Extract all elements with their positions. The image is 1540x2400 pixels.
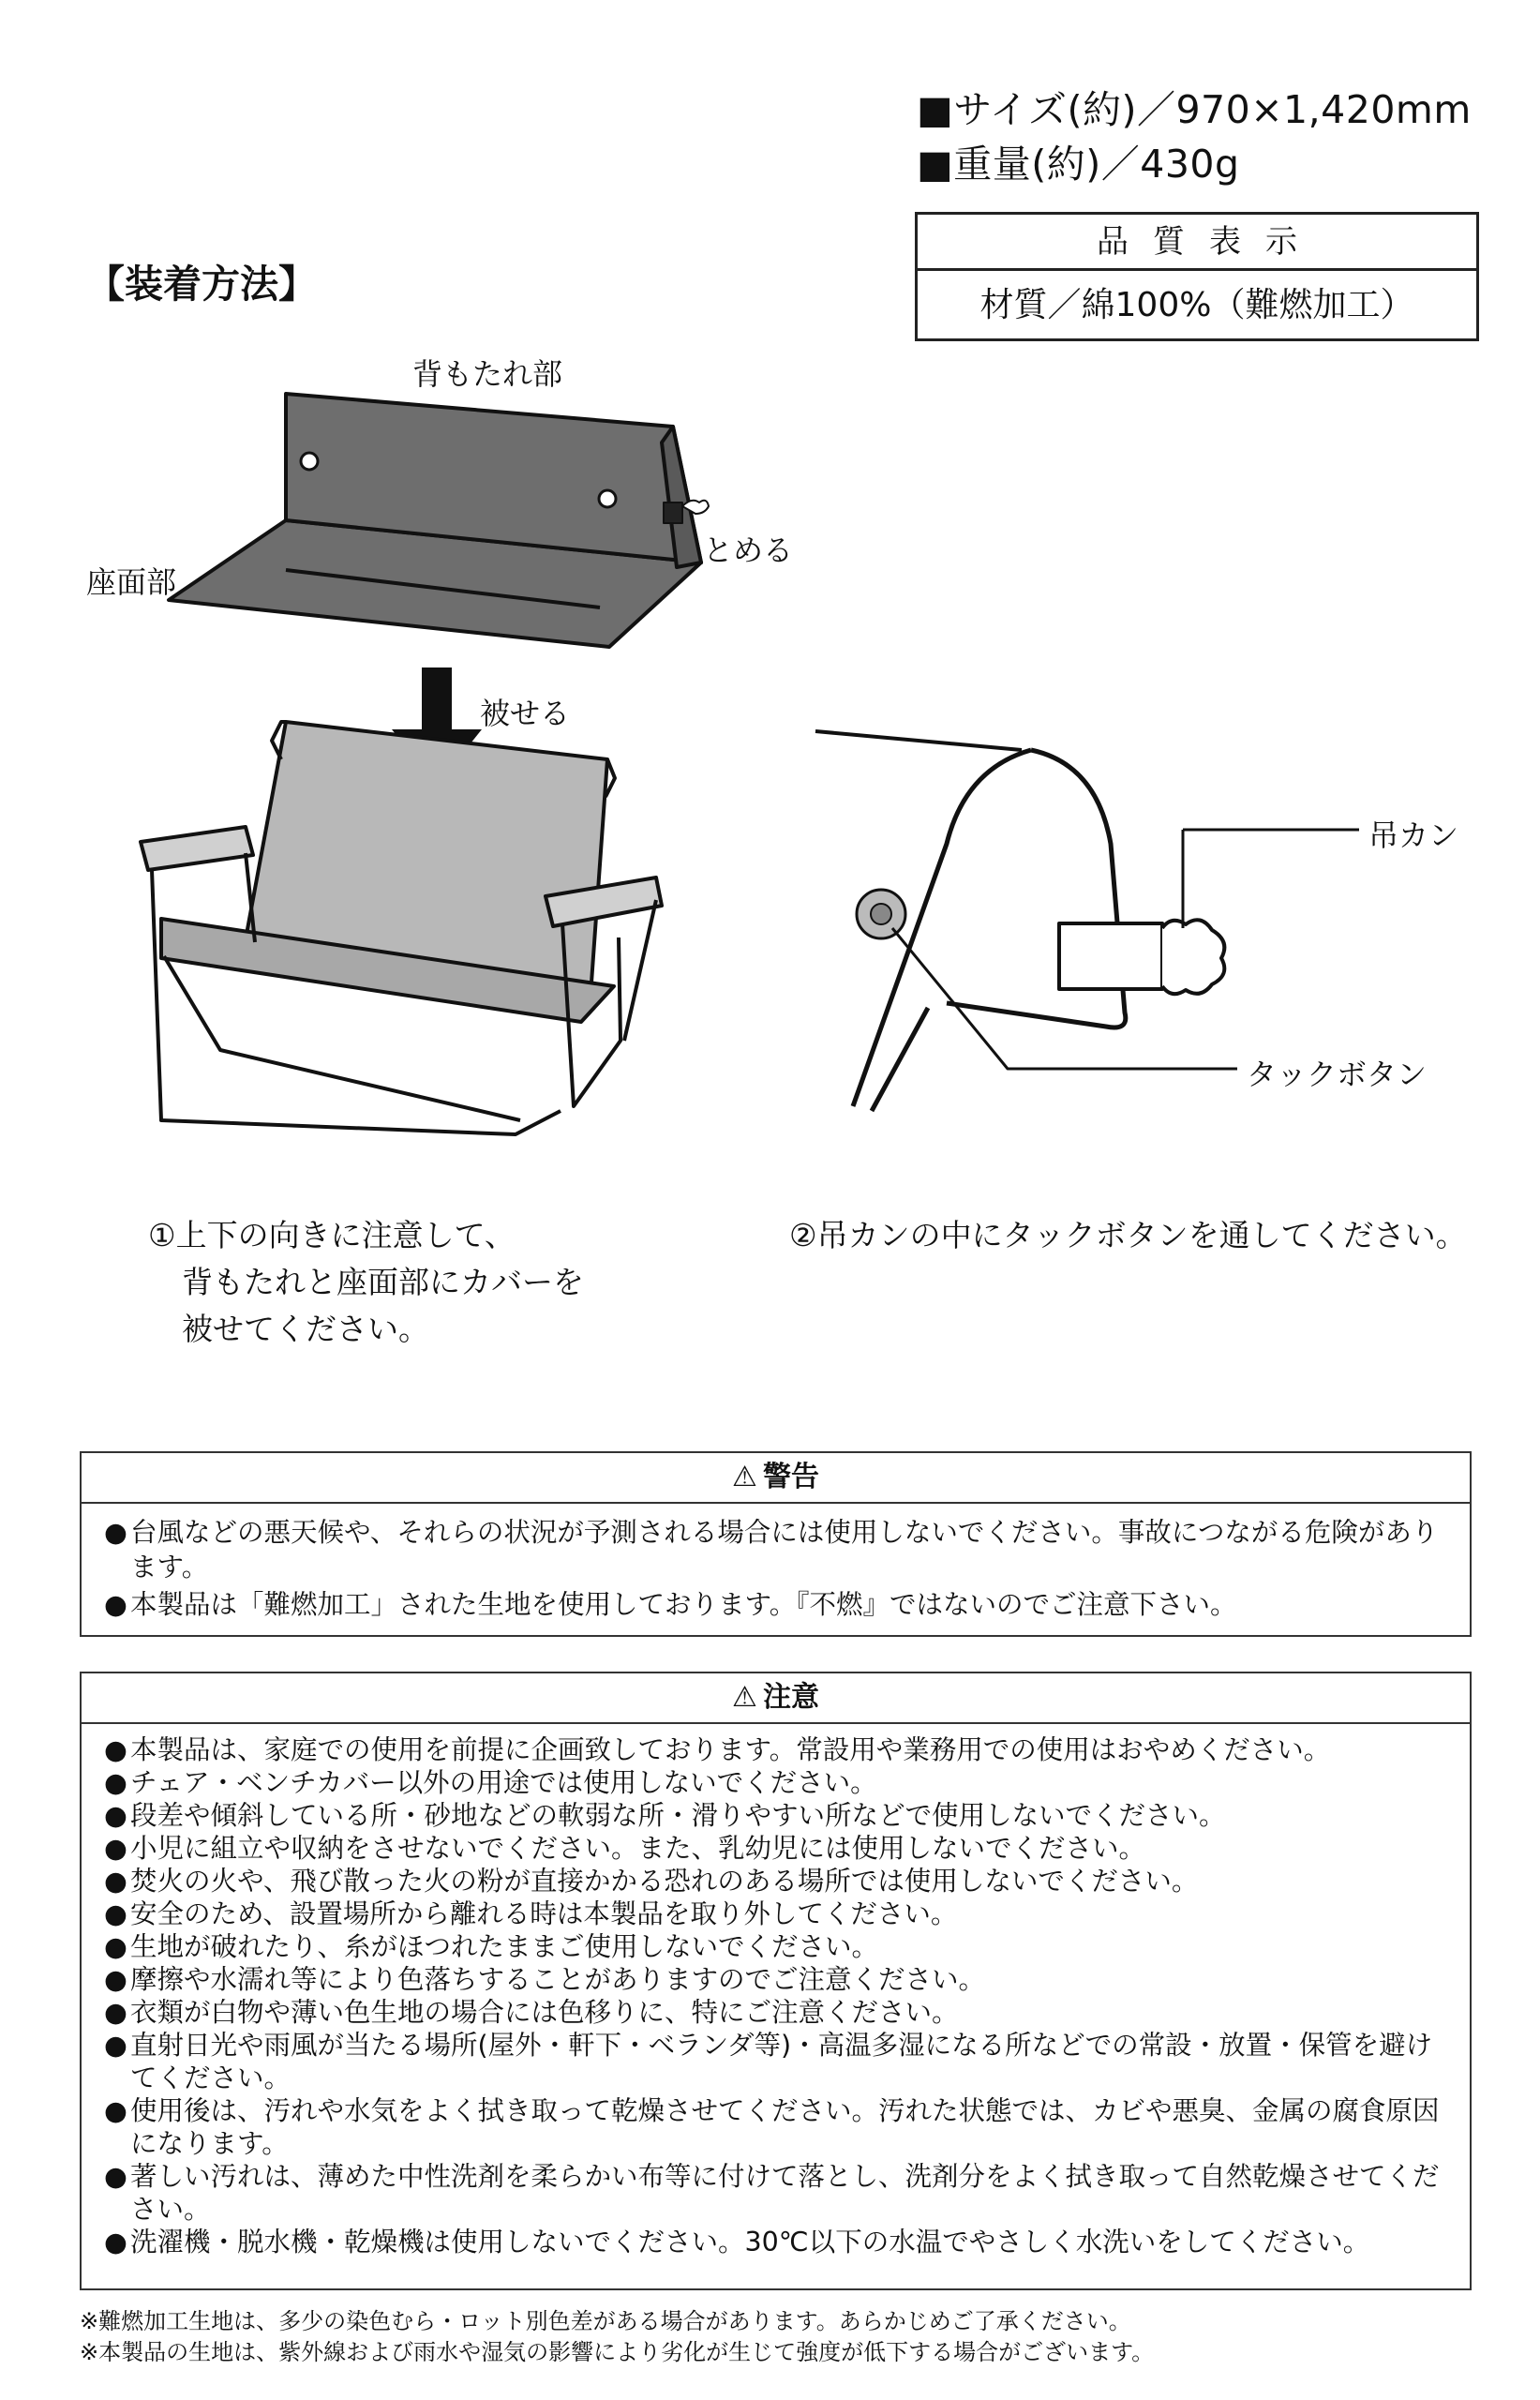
caution-item: ● 本製品は、家庭での使用を前提に企画致しております。常設用や業務用での使用はおやめください。 bbox=[104, 1733, 1453, 1766]
caution-item: ● 著しい汚れは、薄めた中性洗剤を柔らかい布等に付けて落とし、洗剤分をよく拭き取って自然乾燥させてください。 bbox=[104, 2160, 1453, 2226]
caution-item: ● 小児に組立や収納をさせないでください。また、乳幼児には使用しないでください。 bbox=[104, 1832, 1453, 1865]
label-fasten: とめる bbox=[703, 532, 794, 568]
caution-item: ● 使用後は、汚れや水気をよく拭き取って乾燥させてください。汚れた状態では、カビや悪臭、金属の腐食原因になります。 bbox=[104, 2094, 1453, 2160]
caution-triangle-icon: ⚠ bbox=[732, 1681, 757, 1714]
step-1-text bbox=[148, 1212, 584, 1353]
installation-diagram bbox=[0, 0, 1540, 1181]
caution-item: ● 安全のため、設置場所から離れる時は本製品を取り外してください。 bbox=[104, 1898, 1453, 1930]
caution-list bbox=[82, 1724, 1470, 2258]
warning-item: ● 本製品は「難燃加工」された生地を使用しております。『不燃』ではないのでご注意下さい。 bbox=[104, 1587, 1453, 1622]
warning-triangle-icon: ⚠ bbox=[732, 1461, 757, 1493]
label-tack-button: タックボタン bbox=[1247, 1057, 1428, 1092]
caution-item: ● チェア・ベンチカバー以外の用途では使用しないでください。 bbox=[104, 1766, 1453, 1799]
step-1-line-2: 背もたれと座面部にカバーを bbox=[182, 1264, 584, 1300]
step-1-line-1: ①上下の向きに注意して、 bbox=[148, 1217, 516, 1253]
caution-item: ● 直射日光や雨風が当たる場所(屋外・軒下・ベランダ等)・高温多湿になる所などでの常設・放置・保管を避けてください。 bbox=[104, 2029, 1453, 2094]
quality-header: 品質表示 bbox=[918, 215, 1476, 271]
warning-header bbox=[82, 1453, 1470, 1504]
caution-item: ● 摩擦や水濡れ等により色落ちすることがありますのでご注意ください。 bbox=[104, 1963, 1453, 1996]
step-1-line-3: 被せてください。 bbox=[182, 1311, 429, 1347]
caution-box bbox=[80, 1672, 1472, 2290]
step-2-text: ②吊カンの中にタックボタンを通してください。 bbox=[789, 1217, 1467, 1253]
section-title: 【装着方法】 bbox=[86, 262, 317, 307]
chair-cover-illustration bbox=[169, 394, 709, 647]
caution-item: ● 焚火の火や、飛び散った火の粉が直接かかる恐れのある場所では使用しないでください。 bbox=[104, 1865, 1453, 1898]
warning-item: ● 台風などの悪天候や、それらの状況が予測される場合には使用しないでください。事故につながる危険があります。 bbox=[104, 1515, 1453, 1584]
caution-item: ● 段差や傾斜している所・砂地などの軟弱な所・滑りやすい所などで使用しないでください。 bbox=[104, 1799, 1453, 1832]
label-seat: 座面部 bbox=[86, 564, 177, 600]
warning-list bbox=[82, 1504, 1470, 1622]
chair-illustration bbox=[141, 722, 662, 1134]
spec-weight: ■重量(約)／430g bbox=[917, 142, 1240, 187]
footnote-1: ※難燃加工生地は、多少の染色むら・ロット別色差がある場合があります。あらかじめご了承ください。 bbox=[80, 2308, 1131, 2334]
caution-header bbox=[82, 1673, 1470, 1724]
label-hanger: 吊カン bbox=[1368, 818, 1459, 853]
caution-item: ● 洗濯機・脱水機・乾燥機は使用しないでください。30℃以下の水温でやさしく水洗いをしてください。 bbox=[104, 2226, 1453, 2258]
spec-size: ■サイズ(約)／970×1,420mm bbox=[917, 87, 1472, 132]
caution-title: 注意 bbox=[762, 1681, 819, 1714]
quality-material: 材質／綿100%（難燃加工） bbox=[979, 286, 1414, 324]
footnotes bbox=[80, 2306, 1154, 2368]
label-cover: 被せる bbox=[480, 696, 571, 731]
label-backrest: 背もたれ部 bbox=[412, 356, 563, 392]
warning-box bbox=[80, 1451, 1472, 1637]
caution-item: ● 衣類が白物や薄い色生地の場合には色移りに、特にご注意ください。 bbox=[104, 1996, 1453, 2029]
footnote-2: ※本製品の生地は、紫外線および雨水や湿気の影響により劣化が生じて強度が低下する場合がございます。 bbox=[80, 2339, 1155, 2365]
caution-item: ● 生地が破れたり、糸がほつれたままご使用しないでください。 bbox=[104, 1930, 1453, 1963]
warning-title: 警告 bbox=[762, 1461, 819, 1493]
